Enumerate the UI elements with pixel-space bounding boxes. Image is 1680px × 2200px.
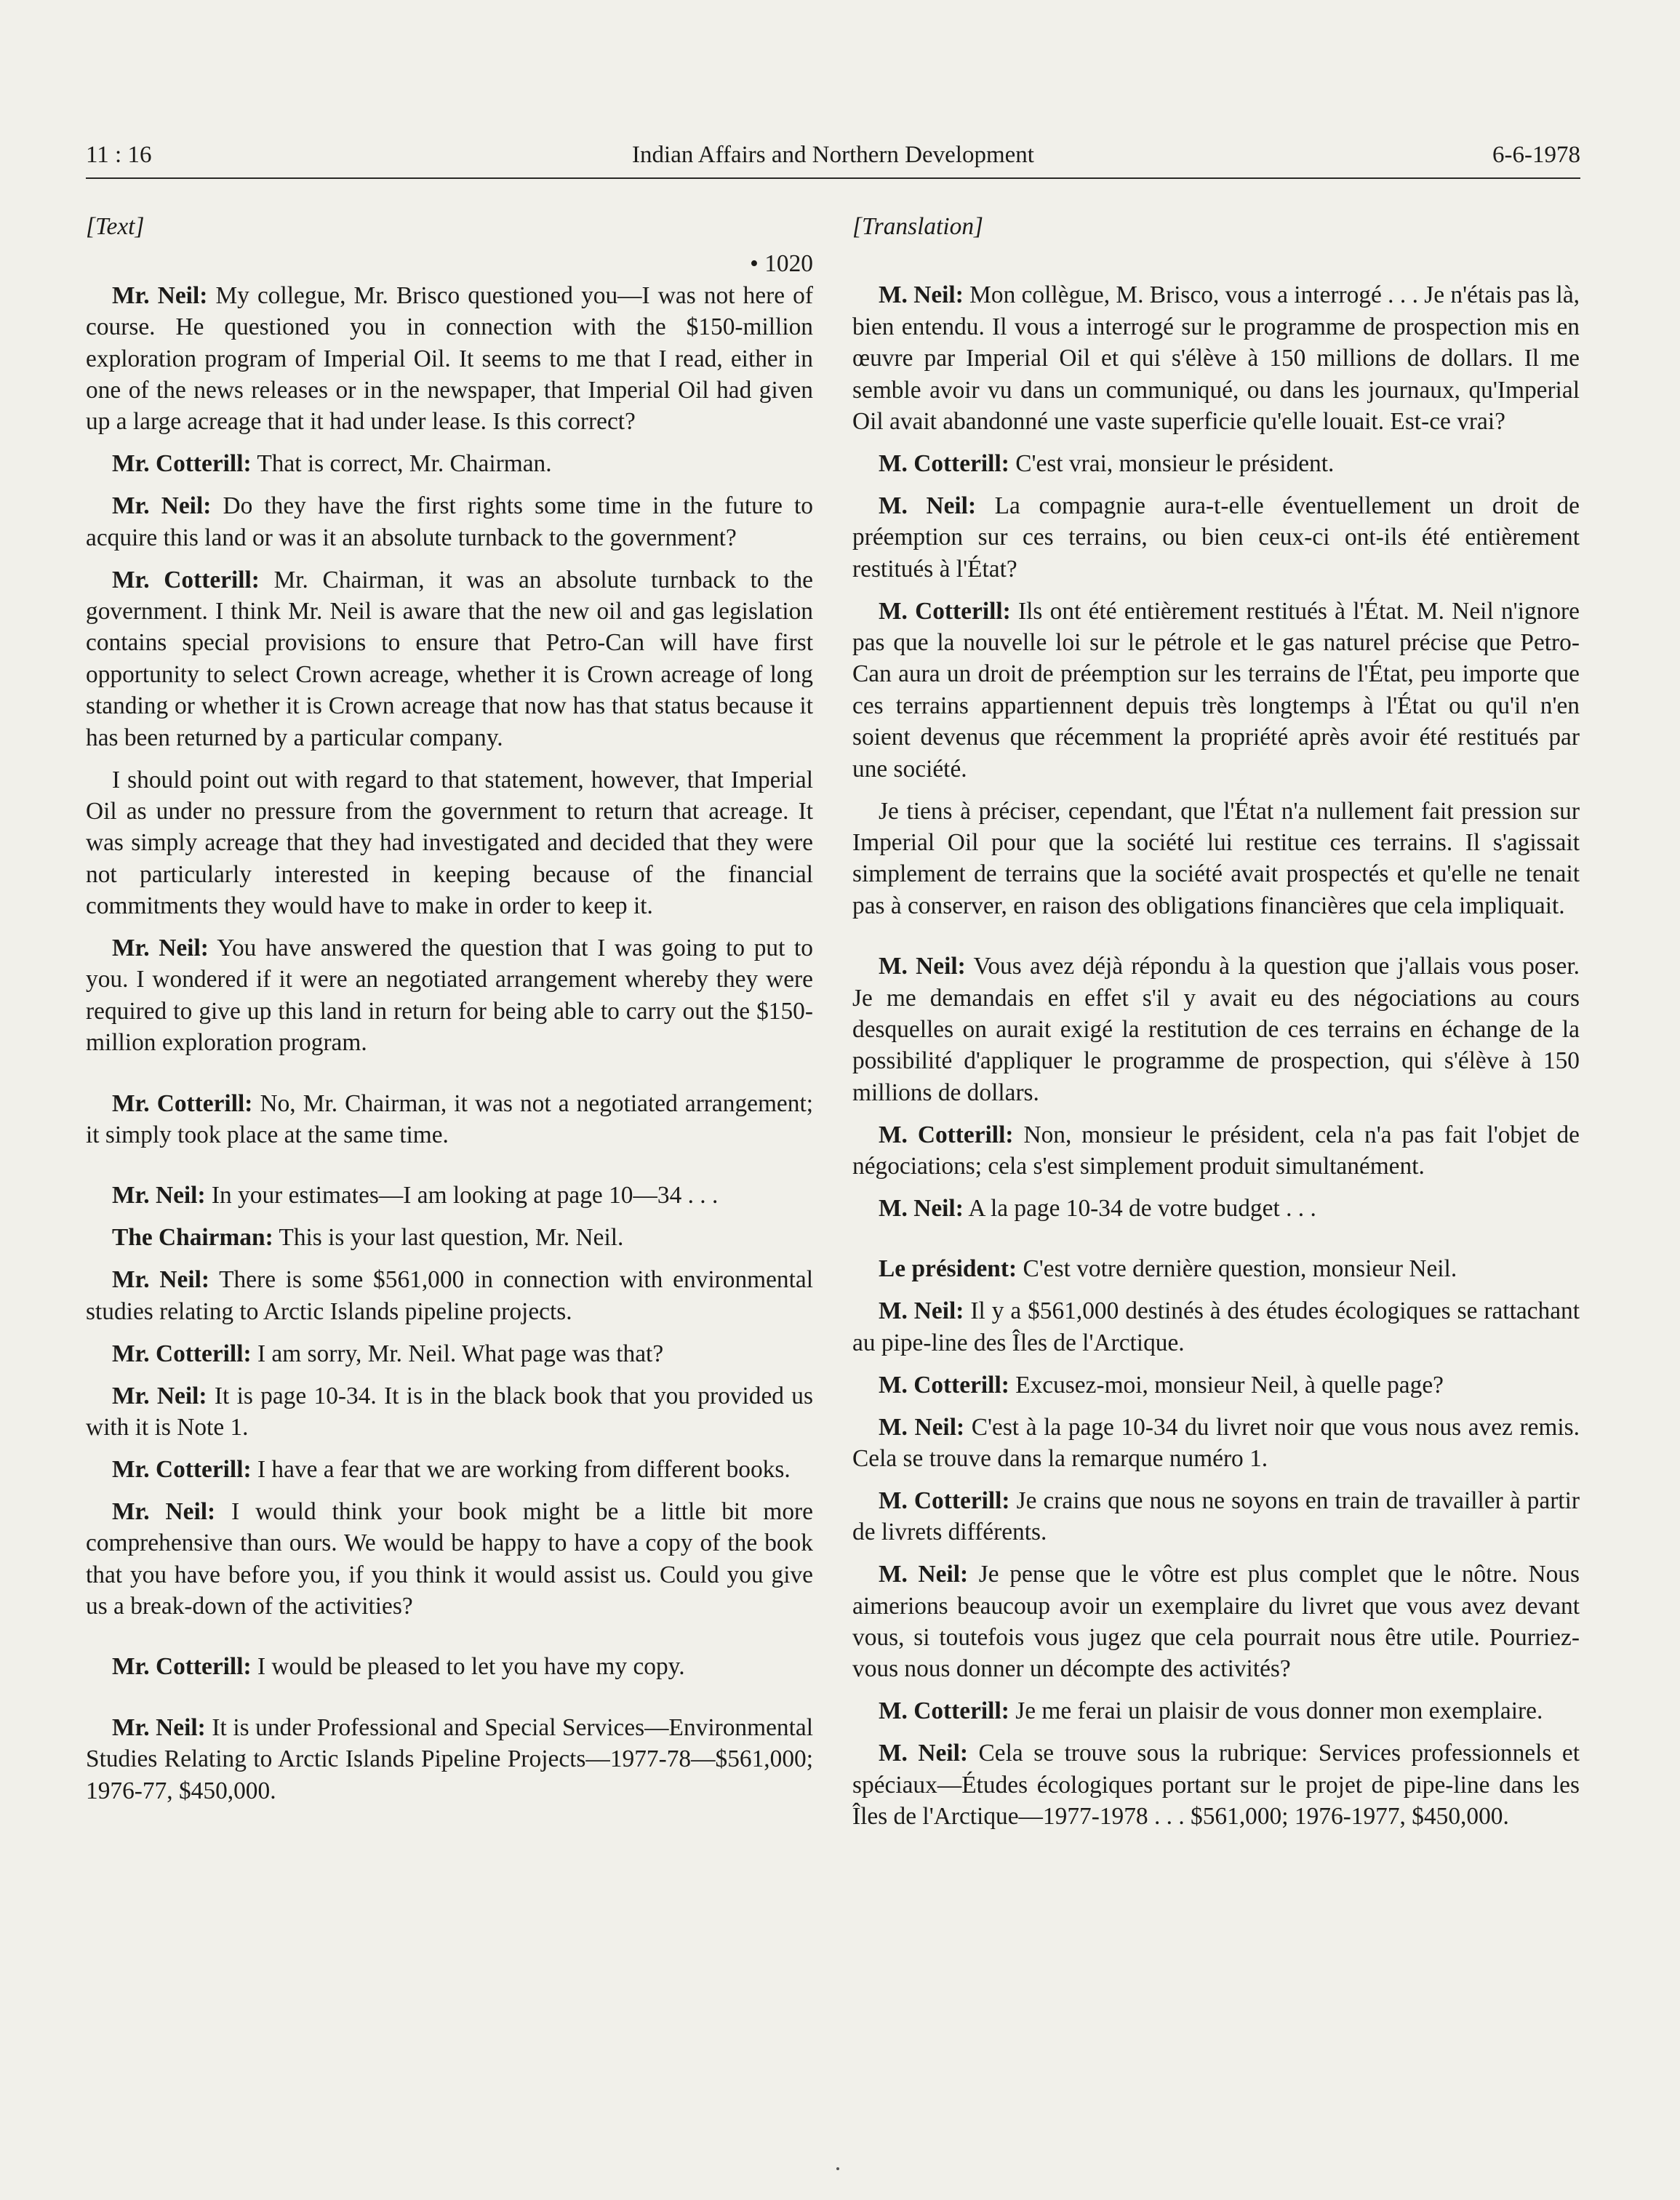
transcript-paragraph [852, 279, 1580, 437]
transcript-paragraph [86, 1088, 813, 1151]
header-rule [86, 177, 1580, 179]
speaker-name: M. Cotterill: [879, 1487, 1010, 1514]
speaker-name: M. Neil: [879, 1194, 964, 1222]
text-column-french [852, 211, 1580, 1843]
speaker-name: Mr. Neil: [112, 1713, 206, 1741]
transcript-paragraph [852, 1695, 1580, 1727]
speech-text: Il y a $561,000 destinés à des études écologiques se rattachant au pipe-line des Îles de l'Arctique. [852, 1297, 1580, 1356]
speech-text: It is under Professional and Special Services—Environmental Studies Relating to Arctic Islands Pipeline Projects—1977-78—$561,000; 1976-77, $450,000. [86, 1713, 813, 1804]
speaker-name: Mr. Neil: [112, 1382, 207, 1409]
transcript-paragraph [852, 1485, 1580, 1548]
speech-text: Mon collègue, M. Brisco, vous a interrogé . . . Je n'étais pas là, bien entendu. Il vous a interrogé sur le programme de prospection mis en œuvre par Imperial Oil et qui s'élève à 150 millions de dollars. Il me semble avoir vu dans un communiqué, ou dans les journaux, qu'Imperial Oil avait abandonné une vaste superficie qu'elle louait. Est-ce vrai? [852, 281, 1580, 436]
speech-text: Cela se trouve sous la rubrique: Services professionnels et spéciaux—Études écologiques portant sur le projet de pipe-line dans les Îles de l'Arctique—1977-1978 . . . $561,000; 1976-1977, $450,000. [852, 1740, 1580, 1830]
transcript-paragraph [86, 1651, 813, 1682]
transcript-paragraph [852, 1119, 1580, 1183]
running-header [86, 138, 1580, 172]
header-date: 6-6-1978 [1492, 142, 1580, 168]
transcript-paragraph [852, 1295, 1580, 1359]
transcript-paragraph [852, 448, 1580, 479]
speech-text: La compagnie aura-t-elle éventuellement un droit de préemption sur ces terrains, ou bien ceux-ci ont-ils été entièrement restitués à l'État? [852, 492, 1580, 583]
speech-text: A la page 10-34 de votre budget . . . [963, 1194, 1316, 1222]
speech-text: C'est votre dernière question, monsieur Neil. [1017, 1255, 1457, 1283]
speaker-name: M. Neil: [879, 1561, 969, 1588]
speech-text: It is page 10-34. It is in the black book that you provided us with it is Note 1. [86, 1382, 813, 1441]
speech-text: C'est à la page 10-34 du livret noir que vous nous avez remis. Cela se trouve dans la remarque numéro 1. [852, 1413, 1580, 1472]
transcript-paragraph [86, 1180, 813, 1211]
speaker-name: M. Neil: [879, 953, 966, 980]
transcript-paragraph [86, 490, 813, 553]
speech-text: Mr. Chairman, it was an absolute turnback to the government. I think Mr. Neil is aware that the new oil and gas legislation contains special provisions to ensure that Petro-Can will have first opportunity to select Crown acreage, whether it is Crown acreage of long standing or whether it is Crown acreage that now has that status because it has been returned by a particular company. [86, 566, 813, 751]
speech-text: Je crains que nous ne soyons en train de travailler à partir de livrets différents. [852, 1487, 1580, 1546]
transcript-paragraph [86, 1454, 813, 1485]
speaker-name: Mr. Cotterill: [112, 1455, 252, 1483]
speech-text: I would be pleased to let you have my copy. [251, 1653, 685, 1681]
speaker-name: M. Cotterill: [879, 1371, 1009, 1399]
marker-spacer [852, 248, 1580, 279]
speaker-name: M. Cotterill: [879, 1121, 1014, 1148]
label-close-bracket: ] [974, 213, 984, 240]
page-number: 11 : 16 [86, 142, 152, 168]
transcript-paragraph [86, 1264, 813, 1327]
speech-text: Ils ont été entièrement restitués à l'État. M. Neil n'ignore pas que la nouvelle loi sur le pétrole et le gas naturel précise que Petro-Can aura un droit de préemption sur les terrains de l'État, peu importe que ces terrains appartiennent depuis très longtemps à l'État ou qu'il n'en soient devenus que récemment la propriété après avoir été restitués par une société. [852, 597, 1580, 783]
transcript-paragraph [852, 1369, 1580, 1401]
transcript-paragraph [852, 490, 1580, 585]
label-close-bracket: ] [135, 213, 145, 240]
transcript-paragraph [86, 1712, 813, 1807]
speaker-name: Mr. Cotterill: [112, 566, 260, 593]
speech-text: I should point out with regard to that statement, however, that Imperial Oil as under no pressure from the government to return that acreage. It was simply acreage that they had investigated and decided that they were not particularly interested in keeping because of the financial commitments they would have to make in order to keep it. [86, 766, 813, 920]
speech-text: You have answered the question that I was going to put to you. I wondered if it were an negotiated arrangement whereby they were required to give up this land in return for being able to carry out the $150-million exploration program. [86, 935, 813, 1057]
speech-text: I have a fear that we are working from different books. [251, 1455, 791, 1483]
speech-text: Je pense que le vôtre est plus complet que le nôtre. Nous aimerions beaucoup avoir un exemplaire du livret que vous avez devant vous, si toutefois vous jugez que cela pourrait nous être utile. Pourriez-vous nous donner un décompte des activités? [852, 1561, 1580, 1683]
speaker-name: Mr. Cotterill: [112, 1340, 252, 1367]
transcript-paragraph [852, 1193, 1580, 1224]
speech-text: Je me ferai un plaisir de vous donner mon exemplaire. [1009, 1697, 1543, 1725]
speaker-name: M. Neil: [879, 492, 977, 519]
transcript-paragraph [852, 1559, 1580, 1685]
label-open-bracket: [ [852, 213, 862, 240]
english-paragraphs [86, 280, 813, 1807]
transcript-paragraph [852, 596, 1580, 785]
transcript-paragraph [852, 951, 1580, 1108]
speech-text: This is your last question, Mr. Neil. [273, 1224, 624, 1252]
label-open-bracket: [ [86, 213, 95, 240]
speech-text: That is correct, Mr. Chairman. [251, 450, 552, 478]
speaker-name: Mr. Neil: [112, 281, 208, 309]
text-column-english [86, 211, 813, 1817]
transcript-paragraph [86, 1338, 813, 1369]
speaker-name: M. Neil: [879, 1740, 968, 1767]
transcript-paragraph [86, 1222, 813, 1253]
transcript-paragraph [86, 764, 813, 922]
speech-text: There is some $561,000 in connection with environmental studies relating to Arctic Islands pipeline projects. [86, 1266, 814, 1325]
speech-text: Do they have the first rights some time in the future to acquire this land or was it an absolute turnback to the government? [86, 492, 813, 551]
speaker-name: M. Neil: [879, 1413, 965, 1441]
speaker-name: Mr. Cotterill: [112, 450, 252, 478]
column-label-text: Translation [862, 213, 975, 240]
speaker-name: Mr. Neil: [112, 1266, 209, 1294]
speaker-name: The Chairman: [112, 1224, 273, 1252]
column-label [86, 211, 813, 242]
transcript-paragraph [852, 1412, 1580, 1475]
french-paragraphs [852, 279, 1580, 1832]
publication-title: Indian Affairs and Northern Development [632, 142, 1034, 168]
speaker-name: M. Cotterill: [879, 1697, 1009, 1725]
transcript-paragraph [852, 796, 1580, 922]
time-marker: • 1020 [750, 250, 813, 278]
column-label [852, 211, 1580, 242]
speech-text: My collegue, Mr. Brisco questioned you—I was not here of course. He questioned you in connection with the $150-million exploration program of Imperial Oil. It seems to me that I read, either in one of the news releases or in the newspaper, that Imperial Oil had given up a large acreage that it had under lease. Is this correct? [86, 281, 814, 436]
speech-text: Vous avez déjà répondu à la question que j'allais vous poser. Je me demandais en effet s'il y avait eu des négociations au cours desquelles on aurait exigé la restitution de ces terrains en échange de la possibilité d'appliquer le programme de prospection, qui s'élève à 150 millions de dollars. [852, 953, 1580, 1106]
speaker-name: Le président: [879, 1255, 1017, 1283]
speech-text: C'est vrai, monsieur le président. [1009, 449, 1335, 477]
speech-text: No, Mr. Chairman, it was not a negotiated arrangement; it simply took place at the same time. [86, 1089, 814, 1149]
speech-text: Excusez-moi, monsieur Neil, à quelle page? [1009, 1371, 1444, 1399]
speaker-name: Mr. Cotterill: [112, 1653, 252, 1681]
footer-dot [836, 2167, 839, 2170]
transcript-paragraph [86, 932, 813, 1059]
transcript-paragraph [86, 280, 813, 438]
speaker-name: M. Neil: [879, 1297, 964, 1325]
transcript-paragraph [86, 448, 813, 479]
speech-text: I am sorry, Mr. Neil. What page was that? [251, 1340, 664, 1367]
speech-text: I would think your book might be a little bit more comprehensive than ours. We would be happy to have a copy of the book that you have before you, if you think it would assist us. Could you give us a break-down of the activities? [86, 1497, 813, 1620]
speaker-name: Mr. Neil: [112, 492, 212, 520]
speaker-name: M. Neil: [879, 281, 964, 309]
speech-text: Je tiens à préciser, cependant, que l'État n'a nullement fait pression sur Imperial Oil pour que la société lui restitue ces terrains. Il s'agissait simplement de terrains que la société avait prospectés et qu'elle ne tenait pas à conserver, en raison des obligations financières que cela impliquait. [852, 797, 1580, 919]
speaker-name: Mr. Neil: [112, 1497, 216, 1525]
speaker-name: Mr. Cotterill: [112, 1089, 253, 1117]
speaker-name: M. Cotterill: [879, 449, 1009, 477]
speech-text: In your estimates—I am looking at page 10—34 . . . [205, 1182, 719, 1209]
transcript-paragraph [86, 1380, 813, 1444]
transcript-paragraph [86, 1496, 813, 1623]
speech-text: Non, monsieur le président, cela n'a pas fait l'objet de négociations; cela s'est simplement produit simultanément. [852, 1121, 1580, 1180]
speaker-name: M. Cotterill: [879, 597, 1011, 625]
speaker-name: Mr. Neil: [112, 935, 209, 962]
speaker-name: Mr. Neil: [112, 1182, 206, 1209]
column-label-text: Text [95, 213, 135, 240]
transcript-paragraph [86, 564, 813, 753]
transcript-paragraph [852, 1253, 1580, 1284]
transcript-paragraph [852, 1737, 1580, 1832]
